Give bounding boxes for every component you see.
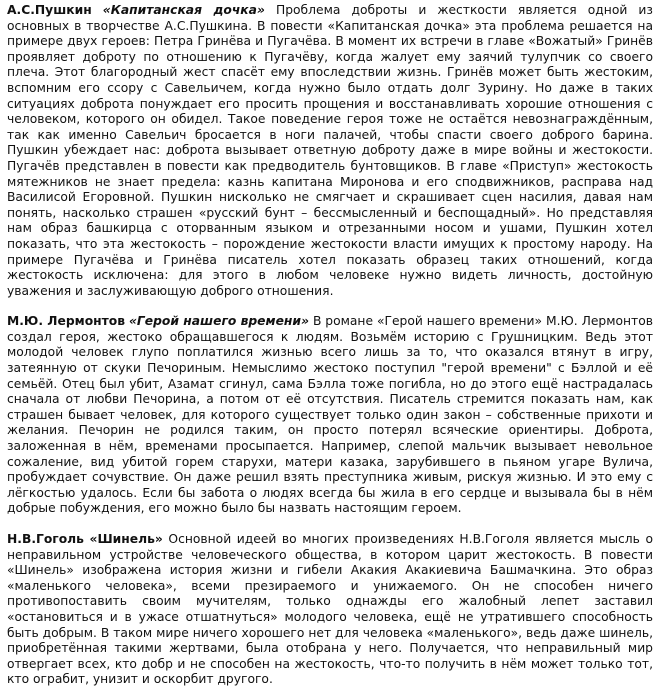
section-heading-work: «Шинель» <box>89 532 163 546</box>
section-body: Проблема доброты и жесткости является одной из основных в творчестве А.С.Пушкина. В повести «Капитанская дочка» эта проблема решается на примере двух героев: Петра Гринёва и Пугачёва. В момент их встречи в главе «Вожатый» Гринёв проявляет доброту по отношению к Пугачёву, когда жалует ему заячий тулупчик со своего плеча. Этот благородный жест спасёт ему впоследствии жизнь. Гринёв может быть жестоким, вспомним его ссору с Савельичем, когда нужно было отдать долг Зурину. Но даже в таких ситуациях доброта понуждает его просить прощения и восстанавливать хорошие отношения с человеком, которого он обидел. Такое поведение героя тоже не остаётся невознаграждённым, так как именно Савельич бросается в ноги палачей, чтобы спасти своего доброго барина. Пушкин убеждает нас: доброта вызывает ответную доброту даже в мире войны и жестокости. Пугачёв представлен в повести как предводитель бунтовщиков. В главе «Приступ» жестокость мятежников не знает предела: казнь капитана Миронова и его сподвижников, расправа над Василисой Егоровной. Пушкин нисколько не смягчает и скрашивает сцен насилия, давая нам понять, насколько страшен «русский бунт – бессмысленный и беспощадный». Но представляя нам образ башкирца с оторванным языком и отрезанными носом и ушами, Пушкин хотел показать, что эта жестокость – порождение жестокости власти имущих к простому народу. На примере Пугачёва и Гринёва писатель хотел показать образец таких отношений, когда жестокость исключена: для этого в любом человеке нужно видеть личность, достойную уважения и заслуживающую доброго отношения. <box>7 3 653 298</box>
section-lermontov <box>7 314 653 517</box>
section-heading-author: Н.В.Гоголь <box>7 532 84 546</box>
section-heading-work: «Герой нашего времени» <box>128 314 310 329</box>
section-body: Основной идеей во многих произведениях Н.В.Гоголя является мысль о неправильном устройстве человеческого общества, в котором царит жестокость. В повести «Шинель» изображена история жизни и гибели Акакия Акакиевича Башмачкина. Это образ «маленького человека», всеми презираемого и унижаемого. Он не способен ничего противопоставить своим мучителям, только однажды его жалобный лепет заставил «остановиться и в ужасе отшатнуться» молодого человека, ещё не утратившего способность быть добрым. В таком мире ничего хорошего нет для человека «маленького», ведь даже шинель, приобретённая такими жертвами, была отобрана у него. Получается, что неправильный мир отвергает всех, кто добр и не способен на жестокость, что-то получить в нём может только тот, кто ограбит, унизит и оскорбит другого. <box>7 532 653 687</box>
section-heading-work: «Капитанская дочка» <box>102 3 265 17</box>
section-gogol <box>7 532 653 688</box>
section-heading-author: А.С.Пушкин <box>7 3 92 17</box>
section-heading-author: М.Ю. Лермонтов <box>7 314 126 329</box>
section-body: В романе «Герой нашего времени» М.Ю. Лермонтов создал героя, жестоко обращавшегося к людям. Возьмём историю с Грушницким. Ведь этот молодой человек глупо поплатился жизнью всего лишь за то, что оказался втянут в игру, затеянную от скуки Печориным. Немыслимо жестоко поступил "герой времени" с Бэллой и её семьёй. Отец был убит, Азамат сгинул, сама Бэлла тоже погибла, но до этого ещё настрадалась сначала от любви Печорина, а потом от её отсутствия. Писатель стремится показать нам, как страшен бывает человек, для которого существует только один закон – собственные прихоти и желания. Печорин не родился таким, он просто потерял всяческие ориентиры. Доброта, заложенная в нём, временами просыпается. Например, слепой мальчик вызывает невольное сожаление, вид убитой горем старухи, матери казака, зарубившего в пьяном угаре Вулича, пробуждает сочувствие. Он даже решил взять преступника живым, рискуя жизнью. И это ему с лёгкостью удалось. Если бы забота о людях всегда бы жила в его сердце и вызывала бы в нём добрые побуждения, его можно было бы назвать настоящим героем. <box>7 314 653 516</box>
section-pushkin <box>7 3 653 299</box>
